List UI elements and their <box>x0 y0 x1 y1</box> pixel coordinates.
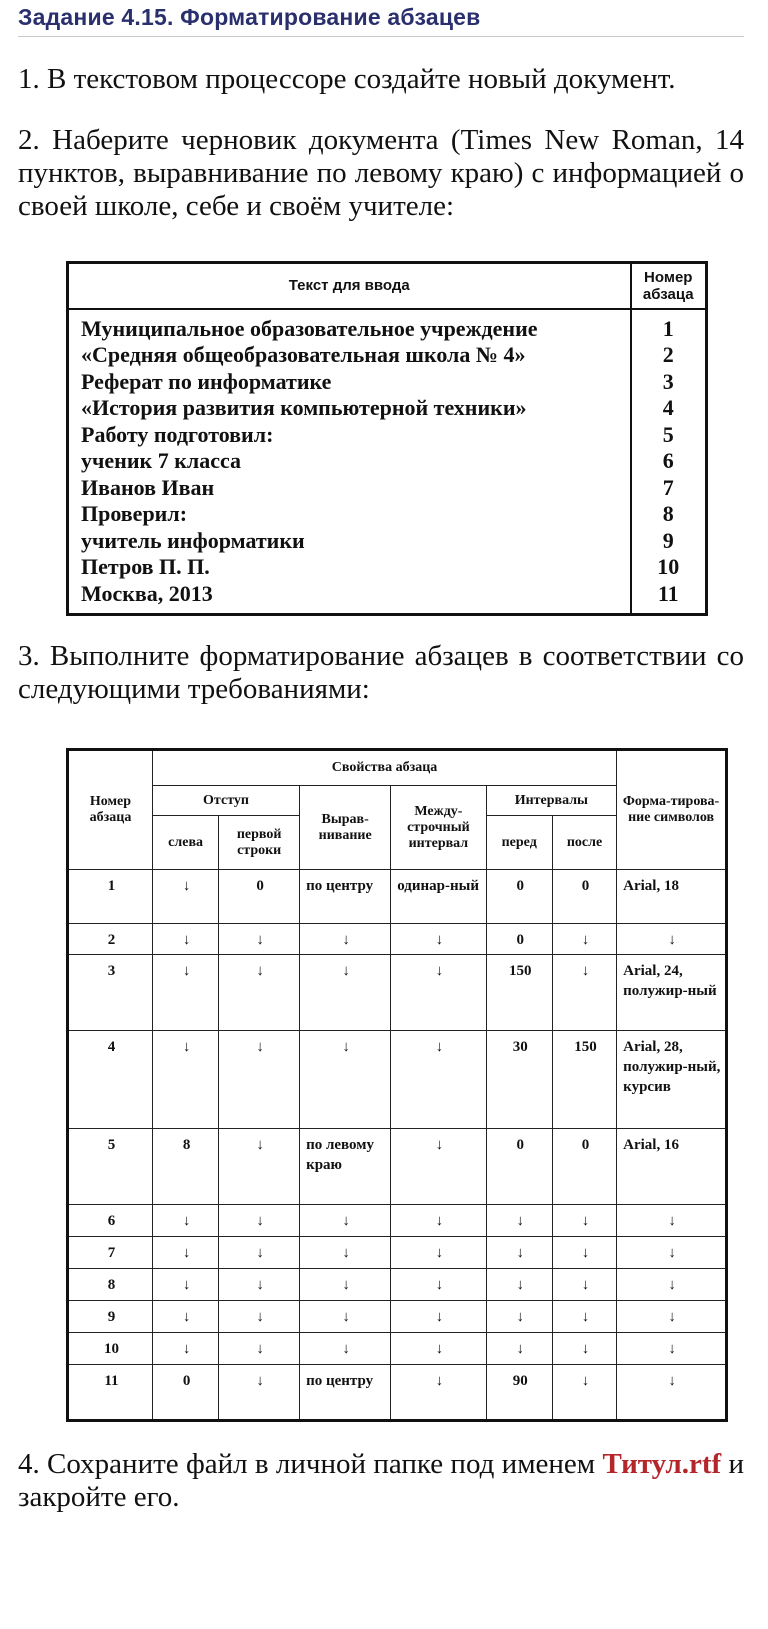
cell-char-format: Arial, 28, полужир-ный, курсив <box>617 1031 727 1129</box>
step-2: 2. Наберите черновик документа (Times New Roman, 14 пунктов, выравнивание по левому краю) с информацией о своей школе, себе и своём учителе: <box>18 124 744 222</box>
cell-indent-first: 0 <box>219 870 300 924</box>
cell-indent-left: ↓ <box>152 1333 218 1365</box>
cell-indent-left: 0 <box>152 1365 218 1421</box>
cell-space-after: 150 <box>552 1031 616 1129</box>
cell-indent-first: ↓ <box>219 924 300 955</box>
input-text-table-wrapper <box>66 261 708 616</box>
cell-char-format: ↓ <box>617 1365 727 1421</box>
file-name: Титул.rtf <box>602 1448 722 1480</box>
format-table <box>66 748 728 1422</box>
row-number: 2 <box>631 342 707 369</box>
cell-indent-first: ↓ <box>219 1269 300 1301</box>
step-4-suffix: и закройте его. <box>18 1448 744 1513</box>
table-row <box>68 528 707 555</box>
cell-space-before: ↓ <box>486 1237 552 1269</box>
table-row <box>68 924 727 955</box>
cell-line-spacing: ↓ <box>391 1237 486 1269</box>
cell-indent-left: ↓ <box>152 924 218 955</box>
cell-indent-first: ↓ <box>219 955 300 1031</box>
cell-alignment: по левому краю <box>300 1129 391 1205</box>
title-divider <box>18 36 744 37</box>
cell-line-spacing: ↓ <box>391 1205 486 1237</box>
row-text: Москва, 2013 <box>81 580 213 606</box>
row-text: Реферат по информатике <box>81 368 332 394</box>
cell-char-format: ↓ <box>617 1269 727 1301</box>
header-number: Номер абзаца <box>631 263 707 309</box>
cell-paragraph-number: 5 <box>68 1129 153 1205</box>
header-indent: Отступ <box>152 786 299 816</box>
row-number: 1 <box>631 309 707 343</box>
row-number: 11 <box>631 581 707 615</box>
cell-char-format: Arial, 18 <box>617 870 727 924</box>
table-row <box>68 1365 727 1421</box>
cell-line-spacing: ↓ <box>391 955 486 1031</box>
header-paragraph-number: Номер абзаца <box>68 750 153 870</box>
cell-char-format: ↓ <box>617 1333 727 1365</box>
cell-line-spacing: ↓ <box>391 1031 486 1129</box>
cell-alignment: ↓ <box>300 1237 391 1269</box>
cell-paragraph-number: 7 <box>68 1237 153 1269</box>
cell-space-before: 30 <box>486 1031 552 1129</box>
cell-space-before: 90 <box>486 1365 552 1421</box>
cell-paragraph-number: 6 <box>68 1205 153 1237</box>
cell-alignment: по центру <box>300 870 391 924</box>
row-number: 9 <box>631 528 707 555</box>
cell-paragraph-number: 11 <box>68 1365 153 1421</box>
header-before: перед <box>486 816 552 870</box>
row-number: 7 <box>631 475 707 502</box>
header-indent-first: первой строки <box>219 816 300 870</box>
table-row <box>68 1333 727 1365</box>
cell-alignment: ↓ <box>300 955 391 1031</box>
cell-char-format: ↓ <box>617 1237 727 1269</box>
input-text-table-body <box>68 309 707 615</box>
cell-paragraph-number: 10 <box>68 1333 153 1365</box>
cell-indent-left: ↓ <box>152 955 218 1031</box>
header-paragraph-properties: Свойства абзаца <box>152 750 616 786</box>
cell-space-after: 0 <box>552 870 616 924</box>
table-row <box>68 448 707 475</box>
cell-line-spacing: одинар-ный <box>391 870 486 924</box>
table-row <box>68 422 707 449</box>
cell-char-format: Arial, 24, полужир-ный <box>617 955 727 1031</box>
header-char-format: Форма-тирова-ние символов <box>617 750 727 870</box>
table-row <box>68 1237 727 1269</box>
step-3: 3. Выполните форматирование абзацев в соответствии со следующими требованиями: <box>18 640 744 705</box>
row-text: Иванов Иван <box>81 474 215 500</box>
cell-paragraph-number: 4 <box>68 1031 153 1129</box>
row-number: 5 <box>631 422 707 449</box>
cell-space-after: ↓ <box>552 1365 616 1421</box>
cell-line-spacing: ↓ <box>391 1333 486 1365</box>
cell-alignment: ↓ <box>300 1205 391 1237</box>
cell-indent-left: ↓ <box>152 870 218 924</box>
cell-paragraph-number: 3 <box>68 955 153 1031</box>
cell-space-before: ↓ <box>486 1269 552 1301</box>
cell-space-before: 150 <box>486 955 552 1031</box>
cell-space-after: ↓ <box>552 1301 616 1333</box>
cell-indent-first: ↓ <box>219 1301 300 1333</box>
table-row <box>68 395 707 422</box>
input-text-table <box>66 261 708 616</box>
cell-space-after: ↓ <box>552 1205 616 1237</box>
format-table-wrapper <box>66 748 728 1422</box>
table-row <box>68 1205 727 1237</box>
step-4-prefix: 4. Сохраните файл в личной папке под именем <box>18 1448 596 1480</box>
table-row <box>68 475 707 502</box>
cell-line-spacing: ↓ <box>391 1129 486 1205</box>
row-text: Петров П. П. <box>81 554 210 579</box>
header-text: Текст для ввода <box>68 263 631 309</box>
row-text: Проверил: <box>81 501 188 526</box>
cell-space-after: ↓ <box>552 1333 616 1365</box>
cell-indent-left: ↓ <box>152 1269 218 1301</box>
table-row <box>68 1269 727 1301</box>
cell-indent-first: ↓ <box>219 1205 300 1237</box>
page-title: Задание 4.15. Форматирование абзацев <box>18 4 481 30</box>
cell-line-spacing: ↓ <box>391 1269 486 1301</box>
row-number: 10 <box>631 554 707 581</box>
cell-space-after: ↓ <box>552 1237 616 1269</box>
table-row <box>68 1031 727 1129</box>
table-row <box>68 955 727 1031</box>
cell-line-spacing: ↓ <box>391 924 486 955</box>
cell-char-format: ↓ <box>617 1301 727 1333</box>
cell-indent-left: ↓ <box>152 1301 218 1333</box>
row-text: «История развития компьютерной техники» <box>81 395 527 420</box>
row-text: Муниципальное образовательное учреждение <box>81 315 538 341</box>
cell-space-before: ↓ <box>486 1205 552 1237</box>
header-after: после <box>552 816 616 870</box>
cell-space-before: ↓ <box>486 1301 552 1333</box>
cell-space-before: 0 <box>486 1129 552 1205</box>
table-row <box>68 1301 727 1333</box>
row-number: 3 <box>631 369 707 396</box>
cell-indent-left: ↓ <box>152 1205 218 1237</box>
table-row <box>68 1129 727 1205</box>
cell-indent-first: ↓ <box>219 1237 300 1269</box>
cell-space-after: ↓ <box>552 955 616 1031</box>
table-row <box>68 309 707 343</box>
table-row <box>68 581 707 615</box>
cell-alignment: ↓ <box>300 924 391 955</box>
step-4 <box>18 1448 744 1514</box>
cell-paragraph-number: 8 <box>68 1269 153 1301</box>
header-line-spacing: Между-строчный интервал <box>391 786 486 870</box>
cell-indent-first: ↓ <box>219 1365 300 1421</box>
table-row <box>68 501 707 528</box>
cell-paragraph-number: 2 <box>68 924 153 955</box>
row-text: Работу подготовил: <box>81 421 274 447</box>
cell-indent-left: ↓ <box>152 1031 218 1129</box>
cell-char-format: ↓ <box>617 924 727 955</box>
cell-space-after: ↓ <box>552 924 616 955</box>
row-text: «Средняя общеобразовательная школа № 4» <box>81 342 526 367</box>
cell-indent-first: ↓ <box>219 1333 300 1365</box>
cell-paragraph-number: 9 <box>68 1301 153 1333</box>
cell-alignment: ↓ <box>300 1301 391 1333</box>
header-align: Вырав-нивание <box>300 786 391 870</box>
format-table-body <box>68 870 727 1421</box>
row-text: ученик 7 класса <box>81 448 242 473</box>
cell-line-spacing: ↓ <box>391 1301 486 1333</box>
table-row <box>68 342 707 369</box>
table-row <box>68 554 707 581</box>
row-number: 8 <box>631 501 707 528</box>
row-number: 6 <box>631 448 707 475</box>
cell-line-spacing: ↓ <box>391 1365 486 1421</box>
step-1: 1. В текстовом процессоре создайте новый документ. <box>18 63 676 95</box>
cell-indent-first: ↓ <box>219 1129 300 1205</box>
cell-space-after: 0 <box>552 1129 616 1205</box>
cell-indent-left: 8 <box>152 1129 218 1205</box>
cell-space-before: 0 <box>486 870 552 924</box>
cell-char-format: Arial, 16 <box>617 1129 727 1205</box>
cell-alignment: по центру <box>300 1365 391 1421</box>
cell-indent-first: ↓ <box>219 1031 300 1129</box>
row-number: 4 <box>631 395 707 422</box>
cell-alignment: ↓ <box>300 1333 391 1365</box>
table-row <box>68 870 727 924</box>
header-indent-left: слева <box>152 816 218 870</box>
cell-space-before: 0 <box>486 924 552 955</box>
table-row <box>68 369 707 396</box>
header-intervals: Интервалы <box>486 786 617 816</box>
row-text: учитель информатики <box>81 527 305 553</box>
cell-char-format: ↓ <box>617 1205 727 1237</box>
cell-space-after: ↓ <box>552 1269 616 1301</box>
cell-paragraph-number: 1 <box>68 870 153 924</box>
cell-alignment: ↓ <box>300 1269 391 1301</box>
cell-indent-left: ↓ <box>152 1237 218 1269</box>
cell-space-before: ↓ <box>486 1333 552 1365</box>
cell-alignment: ↓ <box>300 1031 391 1129</box>
